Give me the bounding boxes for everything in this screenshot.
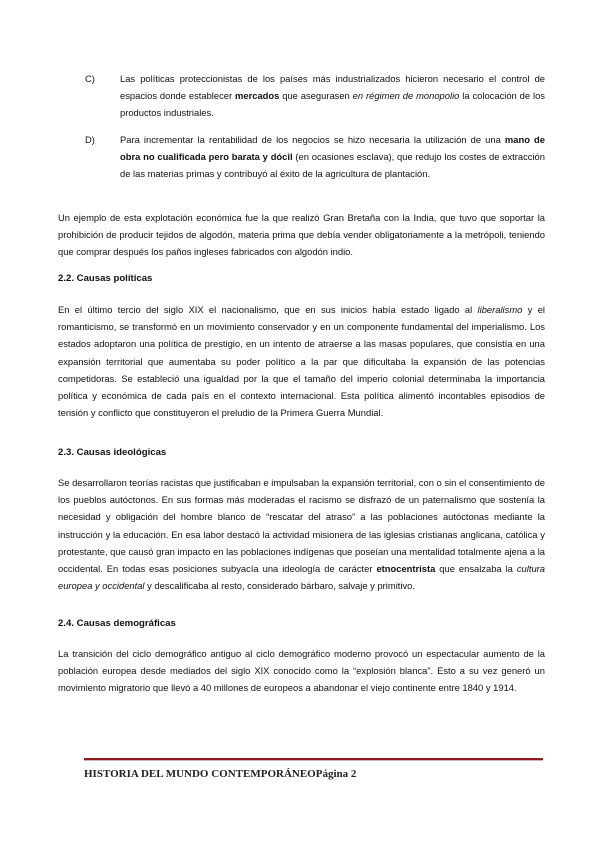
intro-paragraph: Un ejemplo de esta explotación económica fue la que realizó Gran Bretaña con la India, que tuvo que soportar la prohibición de producir tejidos de algodón, materia prima que debía vender obligatoriamente a la metrópoli, teniendo que comprar después los paños ingleses fabricados con algodón indio.	[58, 212, 545, 258]
paragraph-text: Se desarrollaron teorías racistas que justificaban e impulsaban la expansión territorial, con o sin el consentimiento de los pueblos autóctonos. En sus formas más moderadas el racismo se disfrazó de un paternalismo que sostenía la necesidad y obligación del hombre blanco de “rescatar del atraso” a las poblaciones autóctonas mediante la instrucción y la educación. En esa labor destacó la actividad misionera de las iglesias cristianas anglicana, católica y protestante, que causó gran impacto en las poblaciones indígenas que poseían una mentalidad totalmente ajena a la occidental. En todas esas posiciones subyacía una ideología de carácter	[58, 477, 545, 575]
list-text: Para incrementar la rentabilidad de los negocios se hizo necesaria la utilización de una	[120, 134, 505, 145]
paragraph-ideologicas	[58, 474, 545, 594]
paragraph-politicas	[58, 301, 545, 421]
list-label: C)	[85, 73, 95, 84]
paragraph-text: y descalificaba al resto, considerado bárbaro, salvaje y primitivo.	[144, 580, 415, 592]
list-text: la colocación de los productos industriales.	[120, 90, 545, 119]
paragraph-text: En el último tercio del siglo XIX el nacionalismo, que en sus inicios había estado ligado al	[58, 304, 478, 315]
list-text: que asegurasen	[279, 90, 353, 102]
paragraph-text: y el romanticismo, se transformó en un movimiento conservador y en un componente fundamental del imperialismo. Los estados adoptaron una política de prestigio, en un intento de atraerse a las masas populares, que consistía en una expansión territorial que aumentaba su poder político a la par que dificultaba la expansión de las potencias competidoras. Se estableció una igualdad por la que el tamaño del imperio colonial determinaba la importancia política y económica de cada país en el contexto internacional. Esta política alimentó incontables episodios de tensión y conflicto que constituyeron el preludio de la Primera Guerra Mundial.	[58, 304, 545, 419]
list-italic-term: en régimen de monopolio	[352, 90, 460, 102]
paragraph-demograficas: La transición del ciclo demográfico antiguo al ciclo demográfico moderno provocó un espectacular aumento de la población europea desde mediados del siglo XIX conocido como la “explosión blanca”. Esto a su vez generó un movimiento migratorio que llevó a 40 millones de europeos a abandonar el viejo continente entre 1840 y 1914.	[58, 648, 545, 694]
list-bold-term: mercados	[235, 90, 280, 102]
section-heading-ideologicas: 2.3. Causas ideológicas	[58, 447, 167, 458]
section-heading-demograficas: 2.4. Causas demográficas	[58, 618, 176, 629]
footer-rule	[84, 758, 543, 761]
section-heading-politicas: 2.2. Causas políticas	[58, 273, 153, 284]
list-text: (en ocasiones esclava), que redujo los costes de extracción de las materias primas y contribuyó al éxito de la agricultura de plantación.	[120, 151, 545, 180]
list-item-d	[85, 131, 545, 183]
list-bold-term: mano de obra no cualificada pero barata y dócil	[120, 134, 545, 163]
paragraph-text: que ensalzaba la	[435, 563, 517, 575]
italic-term: liberalismo	[477, 304, 523, 315]
list-item-c	[85, 70, 545, 122]
list-label: D)	[85, 134, 95, 145]
list-text: Las políticas proteccionistas de los países más industrializados hicieron necesario el control de espacios donde establecer	[120, 73, 545, 102]
italic-term: cultura europea y occidental	[58, 563, 545, 592]
footer-text: HISTORIA DEL MUNDO CONTEMPORÁNEOPágina 2	[84, 768, 357, 780]
bold-term: etnocentrista	[376, 563, 436, 575]
